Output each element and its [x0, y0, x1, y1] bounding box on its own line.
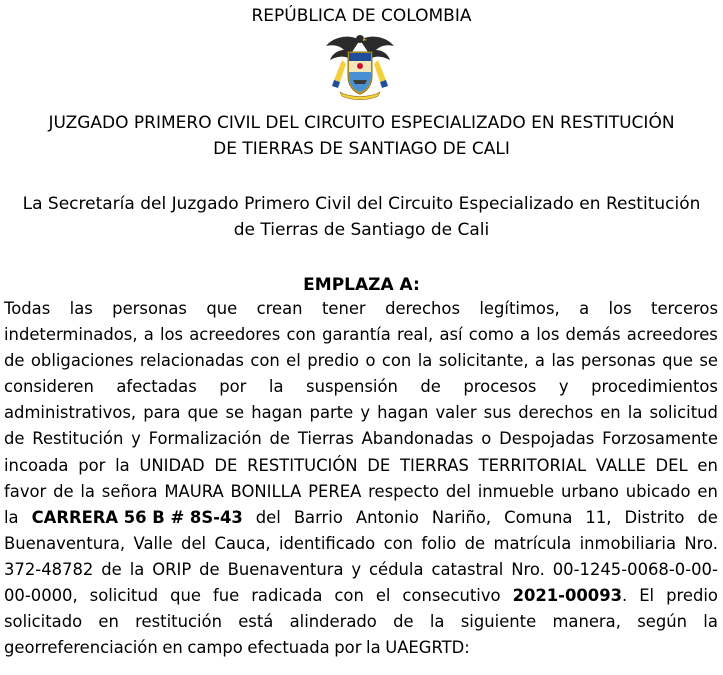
body-word: demás: [565, 325, 621, 345]
body-word: acreedores: [189, 325, 281, 345]
body-word: obligaciones: [30, 351, 134, 371]
body-word: sus: [483, 403, 512, 423]
body-word: a: [534, 351, 545, 371]
body-line: [4, 348, 718, 374]
body-word: restitución: [135, 612, 222, 632]
body-word: MAURA: [164, 481, 224, 501]
body-word: la: [429, 612, 445, 632]
country-title: REPÚBLICA DE COLOMBIA: [251, 6, 472, 26]
intro-line: de Tierras de Santiago de Cali: [233, 220, 490, 240]
body-line: [4, 609, 718, 635]
body-word: de: [101, 559, 122, 579]
body-word: que: [206, 299, 238, 318]
body-word: de: [4, 351, 25, 371]
body-line: [4, 296, 718, 322]
body-word: PEREA: [308, 481, 362, 501]
body-word: Abandonadas: [361, 429, 474, 449]
body-word: real,: [396, 325, 434, 345]
body-word: ORIP: [152, 559, 192, 579]
body-word: según: [637, 612, 688, 632]
body-line: [4, 374, 718, 400]
body-word: suspensión: [306, 377, 398, 397]
body-word: indeterminados,: [4, 325, 138, 345]
body-word: Tierras: [297, 429, 354, 449]
body-word: consideren: [4, 377, 94, 397]
body-word: como: [468, 325, 514, 345]
body-word: personas: [112, 299, 187, 318]
body-line: [4, 557, 718, 583]
body-word: TERRITORIAL: [478, 455, 587, 475]
body-word: cédula: [369, 559, 424, 579]
body-word: hagan: [251, 403, 303, 423]
body-word: las: [551, 351, 575, 371]
body-word: Cauca,: [214, 533, 271, 553]
body-word: relacionadas: [139, 351, 244, 371]
intro-line: La Secretaría del Juzgado Primero Civil del Circuito Especializado en Restitución: [22, 194, 701, 214]
body-word: solicitud: [649, 403, 718, 423]
body-line: [4, 400, 718, 426]
body-word: Formalización: [148, 429, 262, 449]
body-word-bold: 2021-00093.: [512, 586, 628, 606]
court-name: [0, 110, 723, 162]
body-word: la: [4, 507, 19, 527]
body-line: [4, 583, 718, 609]
body-word: afectadas: [116, 377, 197, 397]
body-word: Despojadas: [499, 429, 595, 449]
body-word: que: [662, 351, 693, 371]
body-word: TIERRAS: [399, 455, 469, 475]
body-word: a: [579, 299, 590, 318]
body-word: por: [334, 638, 362, 658]
body-word: siguiente: [460, 612, 537, 632]
body-word: 00-1245-0068-0-00-: [552, 559, 718, 579]
body-word: de: [697, 507, 718, 527]
body-word: en: [600, 403, 621, 423]
body-word: la: [115, 455, 130, 475]
body-word: Nro.: [684, 533, 718, 553]
body-word: se: [699, 351, 718, 371]
body-word: de: [269, 429, 291, 449]
body-word: DE: [214, 455, 238, 475]
body-line: [4, 453, 718, 479]
body-word: en: [98, 612, 119, 632]
body-word: el: [375, 586, 391, 606]
body-word: derechos: [518, 403, 594, 423]
body-word: Valle: [133, 533, 173, 553]
body-word: a: [143, 325, 154, 345]
body-word: con: [250, 351, 280, 371]
body-word: en: [162, 638, 183, 658]
body-line: [4, 505, 718, 531]
body-word: el: [286, 351, 301, 371]
body-word: la: [417, 351, 433, 371]
coat-of-arms-icon: [320, 30, 400, 102]
body-word: Distrito: [624, 507, 685, 527]
body-word: predio: [666, 586, 718, 606]
body-word: consecutivo: [402, 586, 501, 606]
body-word: la: [703, 612, 718, 632]
body-word: identificado: [278, 533, 376, 553]
body-word: o: [365, 351, 376, 371]
body-word: UAEGRTD:: [385, 638, 470, 658]
body-word: de: [4, 429, 25, 449]
body-word: de: [393, 612, 414, 632]
body-word: garantía: [322, 325, 391, 345]
body-word: la: [80, 481, 95, 501]
body-word: procedimientos: [591, 377, 718, 397]
body-word: acreedores: [626, 325, 718, 345]
body-word: de: [420, 377, 441, 397]
body-word: hagan: [377, 403, 429, 423]
body-word: tener: [321, 299, 366, 318]
body-word: inmueble: [477, 481, 555, 501]
body-word: la: [129, 559, 145, 579]
body-word: ubicado: [625, 481, 691, 501]
body-line: [4, 479, 718, 505]
body-word: a: [520, 325, 531, 345]
body-word: y: [360, 403, 371, 423]
intro-paragraph: [0, 191, 723, 243]
body-word: con: [334, 586, 364, 606]
body-word: radicada: [251, 586, 323, 606]
body-word: y: [558, 377, 569, 397]
body-word: la: [627, 403, 643, 423]
body-word: campo: [187, 638, 243, 658]
body-word: crean: [256, 299, 303, 318]
body-word: administrativos,: [4, 403, 137, 423]
body-word: 00-0000,: [4, 586, 78, 606]
body-word: parte: [309, 403, 354, 423]
body-word: está: [238, 612, 274, 632]
body-word: con: [286, 325, 316, 345]
body-word: las: [69, 299, 93, 318]
court-name-line: DE TIERRAS DE SANTIAGO DE CALI: [213, 139, 510, 159]
body-word: UNIDAD: [139, 455, 205, 475]
body-word: solicitante,: [438, 351, 529, 371]
body-word: 372-48782: [4, 559, 94, 579]
body-word: del: [181, 533, 207, 553]
court-name-line: JUZGADO PRIMERO CIVIL DEL CIRCUITO ESPECIALIZADO EN RESTITUCIÓN: [48, 113, 675, 133]
body-line: [4, 635, 718, 661]
body-word: los: [536, 325, 560, 345]
body-word: y: [131, 429, 141, 449]
body-word: con: [383, 533, 413, 553]
body-word: procesos: [463, 377, 537, 397]
body-word: manera,: [552, 612, 621, 632]
body-paragraph: [4, 296, 718, 661]
body-word: matrícula: [493, 533, 572, 553]
body-word: para: [143, 403, 181, 423]
body-word: Todas: [4, 299, 51, 318]
body-word: que: [170, 586, 201, 606]
body-word: urbano: [560, 481, 619, 501]
body-word: incoada: [4, 455, 69, 475]
body-word: VALLE: [595, 455, 646, 475]
body-word: que: [187, 403, 219, 423]
body-word: de: [464, 533, 486, 553]
body-word: inmobiliaria: [579, 533, 676, 553]
body-line: [4, 531, 718, 557]
body-word: alinderado: [289, 612, 377, 632]
body-word: por: [219, 377, 247, 397]
body-line: [4, 426, 718, 452]
body-word: DEL: [655, 455, 688, 475]
body-word: Restitución: [32, 429, 124, 449]
body-word: Buenaventura: [227, 559, 344, 579]
body-word-bold: CARRERA 56 B # 8S-43: [31, 507, 243, 527]
body-word: respecto: [368, 481, 440, 501]
body-word: la: [366, 638, 381, 658]
body-word: con: [381, 351, 412, 371]
body-word: la: [268, 377, 284, 397]
body-word: El: [639, 586, 655, 606]
summons-heading: EMPLAZA A:: [303, 275, 420, 295]
body-word: así: [439, 325, 463, 345]
body-word: Barrio: [293, 507, 343, 527]
body-word: folio: [421, 533, 457, 553]
body-word: RESTITUCIÓN: [247, 455, 358, 475]
body-word: Buenaventura,: [4, 533, 126, 553]
body-word: Forzosamente: [602, 429, 718, 449]
body-word: en: [697, 455, 718, 475]
body-word: los: [608, 299, 632, 318]
body-word: señora: [101, 481, 158, 501]
body-word: de: [53, 481, 74, 501]
body-word: Comuna: [504, 507, 573, 527]
body-word: personas: [580, 351, 656, 371]
body-word: catastral: [431, 559, 504, 579]
body-line: [4, 322, 718, 348]
body-word: del: [255, 507, 281, 527]
body-word: se: [225, 403, 245, 423]
body-word: predio: [307, 351, 360, 371]
body-word: o: [481, 429, 492, 449]
body-word: BONILLA: [230, 481, 302, 501]
body-word: DE: [367, 455, 391, 475]
body-word: en: [697, 481, 718, 501]
body-word: valer: [435, 403, 477, 423]
body-word: efectuada: [247, 638, 330, 658]
body-word: Nro.: [511, 559, 545, 579]
body-word: terceros: [651, 299, 718, 318]
body-word: solicitud: [89, 586, 159, 606]
body-word: favor: [4, 481, 47, 501]
body-word: por: [78, 455, 106, 475]
body-word: derechos: [385, 299, 460, 318]
body-word: georreferenciación: [4, 638, 158, 658]
body-word: los: [159, 325, 184, 345]
body-word: Antonio: [355, 507, 419, 527]
body-word: y: [351, 559, 362, 579]
body-word: del: [445, 481, 471, 501]
body-word: legítimos,: [479, 299, 560, 318]
body-word: solicitado: [4, 612, 83, 632]
body-word: 11,: [585, 507, 612, 527]
body-word: Nariño,: [431, 507, 492, 527]
body-word: de: [199, 559, 220, 579]
body-word: fue: [212, 586, 240, 606]
